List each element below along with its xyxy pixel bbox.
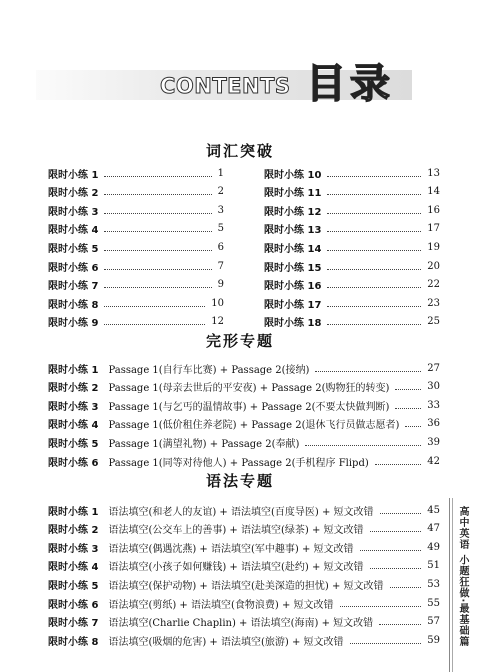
entry-label: 限时小练 13 [264, 225, 322, 237]
toc-entry[interactable] [264, 220, 440, 238]
dot-leader [379, 624, 421, 625]
toc-entry[interactable] [48, 257, 224, 275]
dot-leader [340, 606, 422, 607]
entry-page-number: 27 [427, 362, 440, 374]
entry-page-number: 16 [427, 204, 440, 216]
entry-description: 语法填空(吸烟的危害) + 语法填空(旅游) + 短文改错 [108, 636, 344, 648]
entry-page-number: 20 [427, 260, 440, 272]
entry-page-number: 55 [427, 597, 440, 609]
entry-label: 限时小练 4 [48, 420, 99, 432]
entry-label: 限时小练 17 [264, 299, 322, 311]
entry-description: 语法填空(偶遇沈燕) + 语法填空(军中趣事) + 短文改错 [108, 543, 354, 555]
toc-entry[interactable] [264, 164, 440, 182]
entry-label: 限时小练 6 [48, 262, 99, 274]
dot-leader [104, 269, 211, 270]
toc-entry[interactable] [48, 433, 440, 451]
entry-page-number: 9 [217, 279, 224, 291]
entry-page-number: 14 [427, 186, 440, 198]
entry-description: 语法填空(和老人的友谊) + 语法填空(百度导医) + 短文改错 [108, 506, 374, 518]
entry-label: 限时小练 1 [48, 506, 99, 518]
toc-entry[interactable] [48, 183, 224, 201]
toc-entry[interactable] [48, 276, 224, 294]
entry-page-number: 12 [211, 316, 224, 328]
entry-label: 限时小练 2 [48, 525, 99, 537]
dot-leader [104, 213, 211, 214]
toc-entry[interactable] [48, 501, 440, 519]
entry-description: 语法填空(Charlie Chaplin) + 语法填空(海南) + 短文改错 [108, 618, 374, 630]
side-tab-line [452, 498, 453, 672]
dot-leader [327, 306, 421, 307]
toc-entry[interactable] [48, 452, 440, 470]
dot-leader [327, 287, 421, 288]
entry-label: 限时小练 2 [48, 383, 99, 395]
entry-label: 限时小练 6 [48, 599, 99, 611]
entry-label: 限时小练 8 [48, 636, 99, 648]
toc-entry[interactable] [48, 631, 440, 649]
dot-leader [104, 231, 211, 232]
entry-label: 限时小练 9 [48, 318, 99, 330]
entry-page-number: 3 [217, 204, 224, 216]
entry-label: 限时小练 5 [48, 438, 99, 450]
toc-entry[interactable] [48, 201, 224, 219]
dot-leader [370, 568, 422, 569]
dot-leader [104, 324, 205, 325]
dot-leader [327, 231, 421, 232]
entry-label: 限时小练 3 [48, 401, 99, 413]
toc-entry[interactable] [48, 557, 440, 575]
toc-entry[interactable] [48, 164, 224, 182]
dot-leader [327, 213, 421, 214]
toc-entry[interactable] [264, 238, 440, 256]
toc-entry[interactable] [48, 613, 440, 631]
dot-leader [380, 513, 422, 514]
toc-entry[interactable] [48, 359, 440, 377]
side-tab-text: 高中英语 小题狂做·最基础篇 [457, 506, 468, 648]
entry-label: 限时小练 6 [48, 457, 99, 469]
toc-entry[interactable] [48, 594, 440, 612]
entry-page-number: 5 [217, 223, 224, 235]
dot-leader [327, 250, 421, 251]
toc-entry[interactable] [264, 313, 440, 331]
entry-page-number: 6 [217, 241, 224, 253]
entry-page-number: 53 [427, 578, 440, 590]
toc-entry[interactable] [264, 201, 440, 219]
entry-page-number: 22 [427, 279, 440, 291]
dot-leader [327, 176, 421, 177]
entry-label: 限时小练 5 [48, 243, 99, 255]
dot-leader [104, 306, 205, 307]
entry-page-number: 47 [427, 523, 440, 535]
dot-leader [327, 269, 421, 270]
dot-leader [375, 464, 422, 465]
entry-description: 语法填空(公交车上的善事) + 语法填空(绿茶) + 短文改错 [108, 525, 364, 537]
entry-page-number: 33 [427, 399, 440, 411]
entry-description: 语法填空(保护动物) + 语法填空(赴美深造的担忧) + 短文改错 [108, 580, 384, 592]
entry-page-number: 30 [427, 381, 440, 393]
entry-description: 语法填空(剪纸) + 语法填空(食物浪费) + 短文改错 [108, 599, 334, 611]
entry-label: 限时小练 7 [48, 281, 99, 293]
section-title-cloze: 完形专题 [205, 332, 274, 350]
entry-page-number: 7 [217, 260, 224, 272]
entry-description: 语法填空(小孩子如何赚钱) + 语法填空(赴约) + 短文改错 [108, 562, 364, 574]
side-tab [449, 498, 472, 672]
entry-description: Passage 1(母亲去世后的平安夜) + Passage 2(购物狂的转变) [108, 383, 390, 395]
entry-page-number: 36 [427, 418, 440, 430]
entry-page-number: 51 [427, 560, 440, 572]
entry-label: 限时小练 1 [48, 169, 99, 181]
dot-leader [327, 324, 421, 325]
toc-entry[interactable] [48, 396, 440, 414]
entry-page-number: 59 [427, 634, 440, 646]
toc-entry[interactable] [48, 238, 224, 256]
toc-entry[interactable] [48, 294, 224, 312]
entry-label: 限时小练 12 [264, 206, 322, 218]
entry-page-number: 2 [217, 186, 224, 198]
entry-label: 限时小练 1 [48, 364, 99, 376]
dot-leader [305, 445, 421, 446]
dot-leader [327, 194, 421, 195]
entry-label: 限时小练 15 [264, 262, 322, 274]
contents-title: CONTENTS [160, 74, 291, 98]
dot-leader [390, 587, 422, 588]
dot-leader [104, 176, 211, 177]
entry-page-number: 19 [427, 241, 440, 253]
entry-page-number: 13 [427, 167, 440, 179]
entry-description: Passage 1(自行车比赛) + Passage 2(接纳) [108, 364, 310, 376]
entry-label: 限时小练 2 [48, 188, 99, 200]
dot-leader [405, 426, 421, 427]
entry-page-number: 42 [427, 455, 440, 467]
entry-label: 限时小练 7 [48, 618, 99, 630]
entry-description: Passage 1(满望礼物) + Passage 2(奉献) [108, 438, 300, 450]
dot-leader [104, 194, 211, 195]
contents-header [0, 48, 480, 108]
entry-label: 限时小练 11 [264, 188, 322, 200]
dot-leader [104, 287, 211, 288]
entry-label: 限时小练 3 [48, 543, 99, 555]
entry-page-number: 39 [427, 436, 440, 448]
dot-leader [315, 371, 421, 372]
entry-label: 限时小练 4 [48, 562, 99, 574]
entry-label: 限时小练 3 [48, 206, 99, 218]
toc-entry[interactable] [264, 294, 440, 312]
entry-description: Passage 1(低价租住养老院) + Passage 2(退休飞行员做志愿者) [108, 420, 400, 432]
entry-page-number: 23 [427, 297, 440, 309]
toc-entry[interactable] [48, 220, 224, 238]
dot-leader [360, 550, 422, 551]
entry-page-number: 57 [427, 616, 440, 628]
entry-label: 限时小练 4 [48, 225, 99, 237]
entry-label: 限时小练 10 [264, 169, 322, 181]
entry-page-number: 25 [427, 316, 440, 328]
entry-description: Passage 1(与乞丐的温情故事) + Passage 2(不要太快做判断) [108, 401, 390, 413]
entry-label: 限时小练 8 [48, 299, 99, 311]
toc-entry[interactable] [48, 520, 440, 538]
toc-entry[interactable] [48, 538, 440, 556]
section-title-grammar: 语法专题 [205, 472, 274, 490]
toc-entry[interactable] [48, 415, 440, 433]
entry-page-number: 1 [217, 167, 224, 179]
toc-entry[interactable] [48, 313, 224, 331]
toc-entry[interactable] [264, 183, 440, 201]
mulu-title: 目录 [306, 61, 394, 107]
entry-label: 限时小练 18 [264, 318, 322, 330]
toc-entry[interactable] [48, 378, 440, 396]
section-title-vocab: 词汇突破 [205, 142, 274, 160]
dot-leader [395, 389, 421, 390]
entry-description: Passage 1(同等对待他人) + Passage 2(手机程序 Flipd) [108, 457, 369, 469]
entry-page-number: 49 [427, 541, 440, 553]
entry-label: 限时小练 16 [264, 281, 322, 293]
entry-label: 限时小练 5 [48, 580, 99, 592]
toc-entry[interactable] [48, 575, 440, 593]
toc-entry[interactable] [264, 276, 440, 294]
toc-entry[interactable] [264, 257, 440, 275]
entry-page-number: 17 [427, 223, 440, 235]
dot-leader [370, 531, 422, 532]
dot-leader [104, 250, 211, 251]
entry-page-number: 45 [427, 504, 440, 516]
dot-leader [395, 408, 421, 409]
dot-leader [350, 643, 422, 644]
entry-page-number: 10 [211, 297, 224, 309]
entry-label: 限时小练 14 [264, 243, 322, 255]
